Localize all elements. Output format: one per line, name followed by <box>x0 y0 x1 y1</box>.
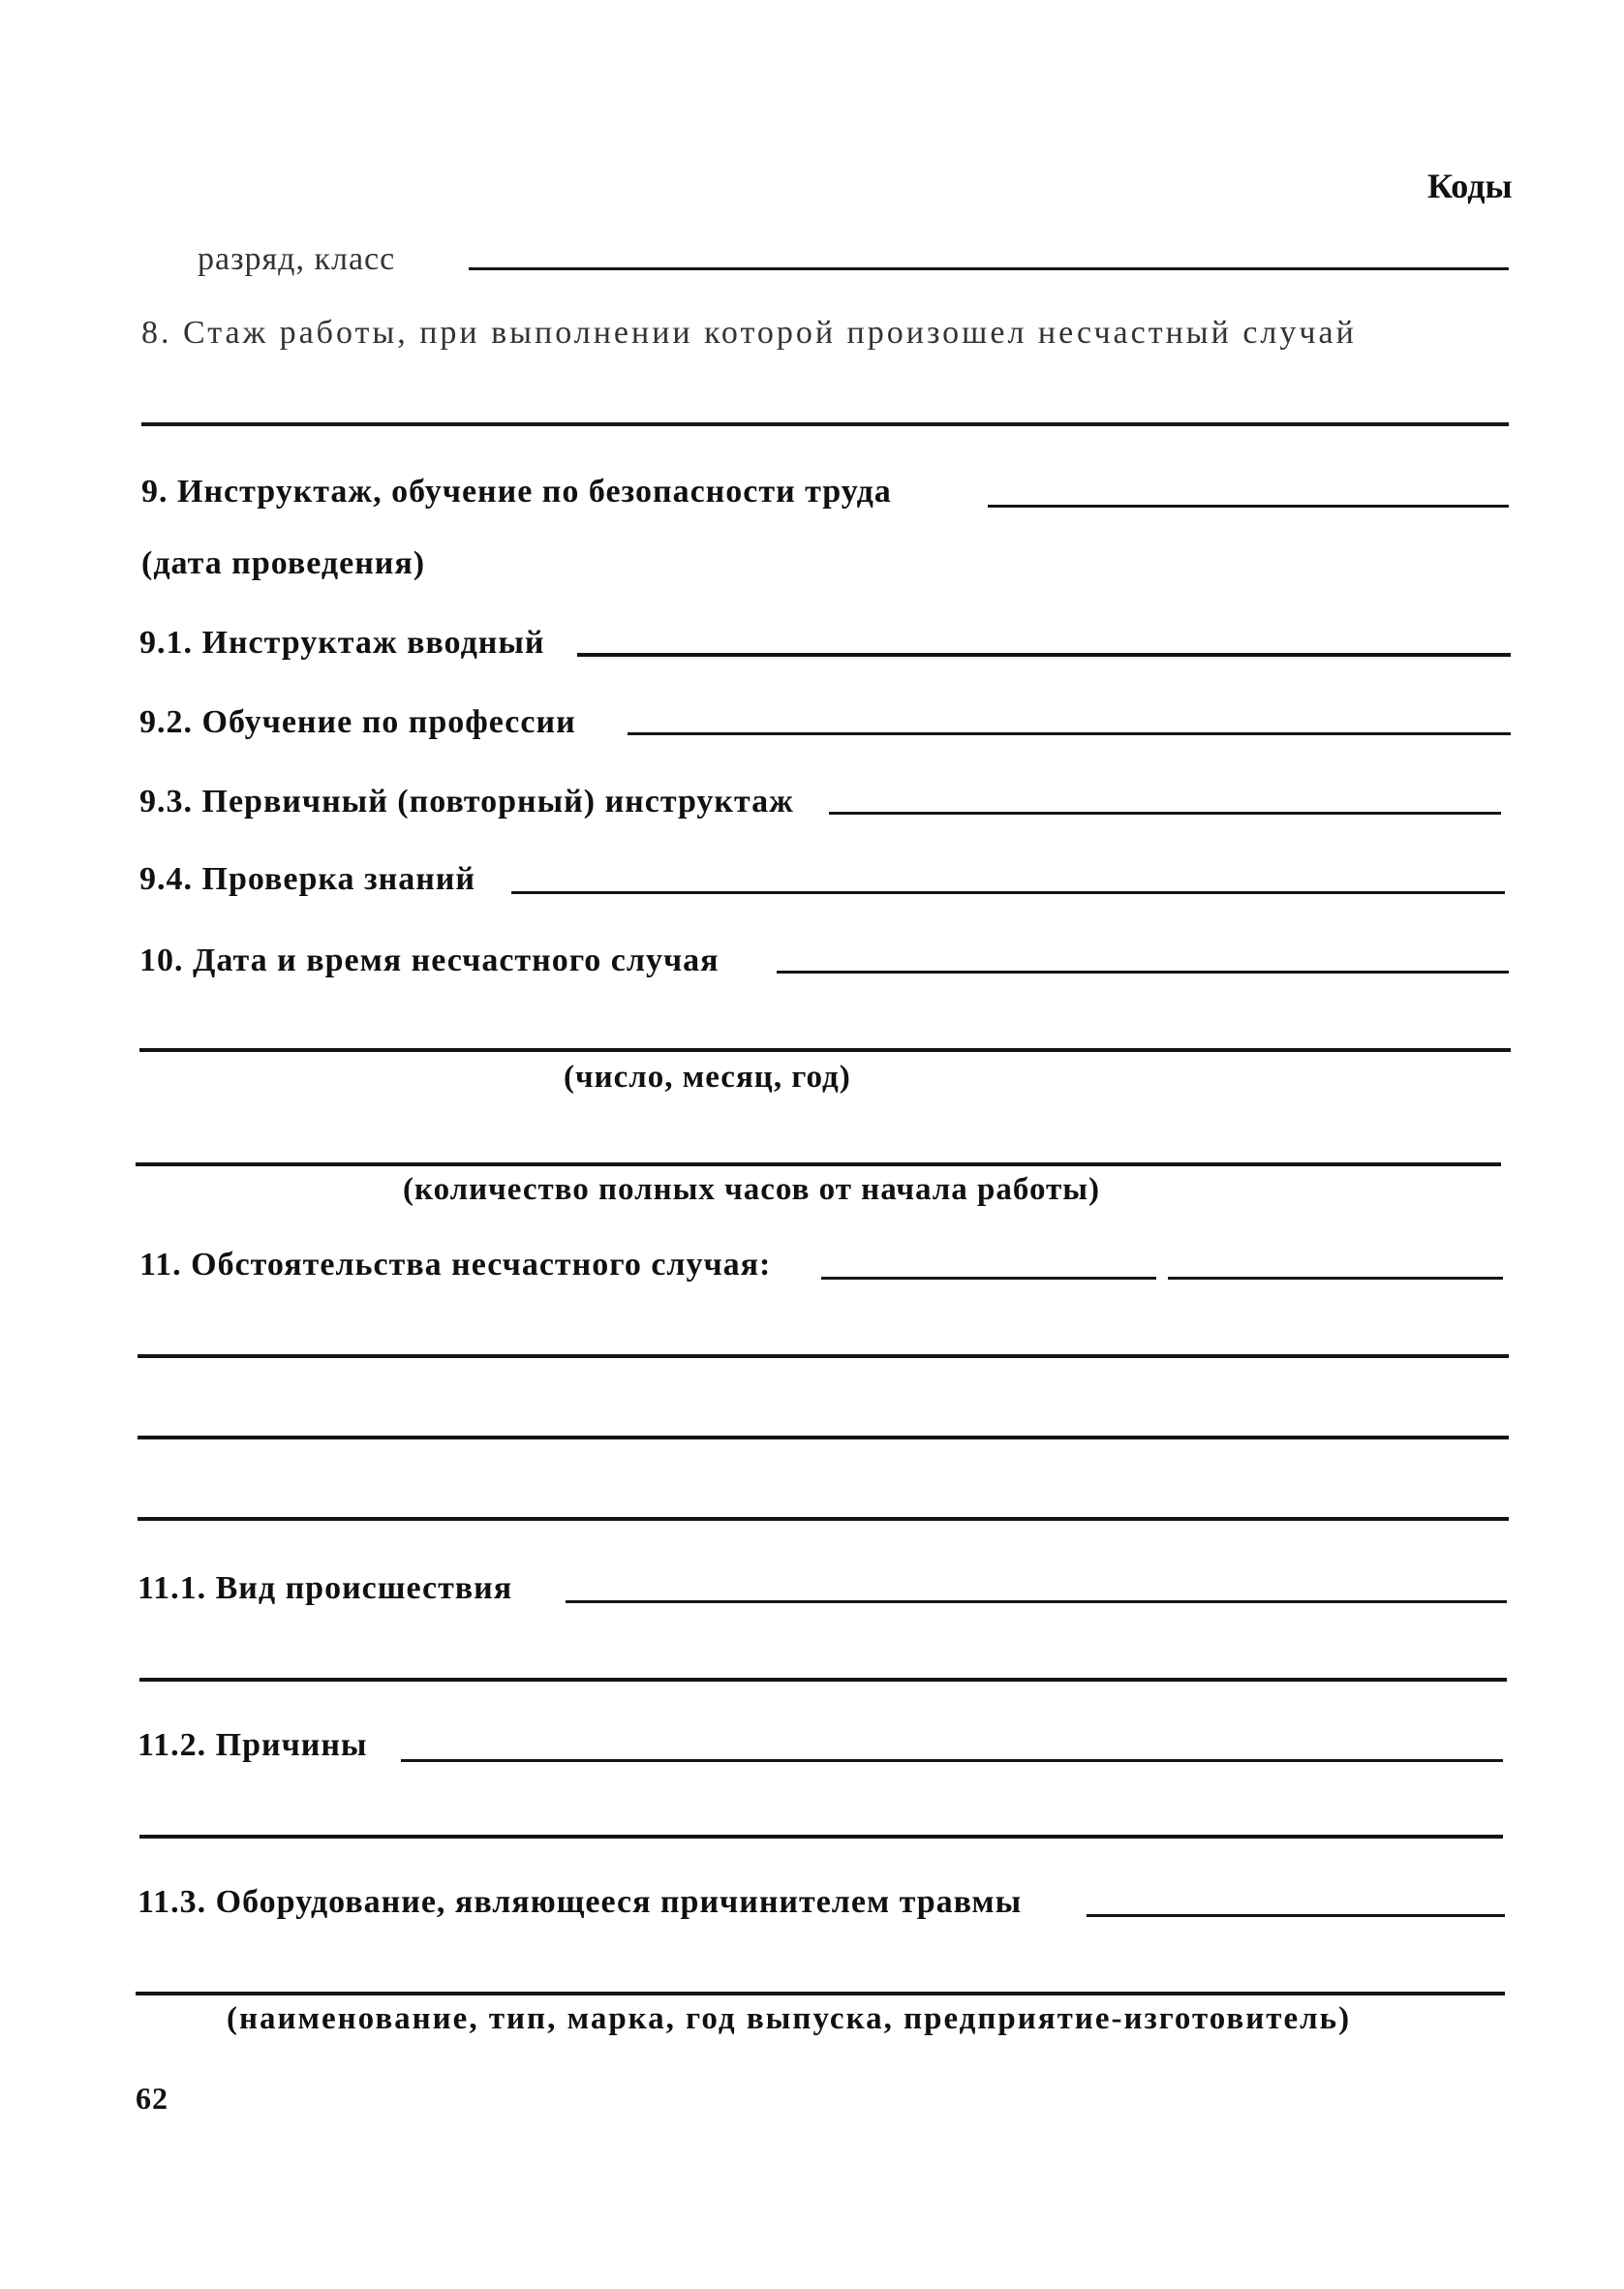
item-11-line-1[interactable] <box>138 1354 1509 1358</box>
codes-label: Коды <box>1427 167 1513 205</box>
item-11-1-label: 11.1. Вид происшествия <box>138 1570 513 1606</box>
item-11-3-label: 11.3. Оборудование, являющееся причинителем травмы <box>138 1884 1023 1920</box>
item-10-line[interactable] <box>777 971 1509 974</box>
page-number: 62 <box>136 2081 169 2116</box>
item-9-3-label: 9.3. Первичный (повторный) инструктаж <box>139 784 794 820</box>
item-11-2-line[interactable] <box>401 1759 1503 1762</box>
item-8-label: 8. Стаж работы, при выполнении которой произошел несчастный случай <box>141 315 1357 351</box>
item-11-line-3[interactable] <box>138 1517 1509 1521</box>
item-9-3-line[interactable] <box>829 812 1501 815</box>
item-11-line-a[interactable] <box>821 1277 1156 1280</box>
item-9-4-line[interactable] <box>511 891 1505 894</box>
item-9-1-label: 9.1. Инструктаж вводный <box>139 625 545 661</box>
item-10-date-caption: (число, месяц, год) <box>564 1060 851 1095</box>
item-9-1-line[interactable] <box>577 653 1511 657</box>
item-10-hours-caption: (количество полных часов от начала работы) <box>403 1172 1100 1207</box>
item-11-2-line-2[interactable] <box>139 1835 1503 1839</box>
item-10-date-line[interactable] <box>139 1048 1511 1052</box>
item-11-1-line[interactable] <box>566 1600 1507 1603</box>
item-11-line-b[interactable] <box>1168 1277 1503 1280</box>
item-11-3-caption: (наименование, тип, марка, год выпуска, предприятие-изготовитель) <box>227 2001 1352 2036</box>
item-11-2-label: 11.2. Причины <box>138 1727 368 1763</box>
item-9-2-line[interactable] <box>628 732 1511 735</box>
rank-class-line[interactable] <box>469 267 1509 270</box>
item-11-line-2[interactable] <box>138 1436 1509 1439</box>
item-11-label: 11. Обстоятельства несчастного случая: <box>139 1247 772 1283</box>
item-8-line[interactable] <box>141 422 1509 426</box>
item-9-note: (дата проведения) <box>141 545 426 581</box>
item-11-3-line-2[interactable] <box>136 1992 1505 1995</box>
item-9-2-label: 9.2. Обучение по профессии <box>139 704 576 740</box>
item-10-hours-line[interactable] <box>136 1162 1501 1166</box>
item-11-3-line[interactable] <box>1087 1914 1505 1917</box>
rank-class-label: разряд, класс <box>198 241 396 277</box>
item-11-1-line-2[interactable] <box>139 1678 1507 1682</box>
item-10-label: 10. Дата и время несчастного случая <box>139 943 720 978</box>
item-9-line[interactable] <box>988 505 1509 508</box>
item-9-label: 9. Инструктаж, обучение по безопасности труда <box>141 474 892 510</box>
item-9-4-label: 9.4. Проверка знаний <box>139 861 475 897</box>
